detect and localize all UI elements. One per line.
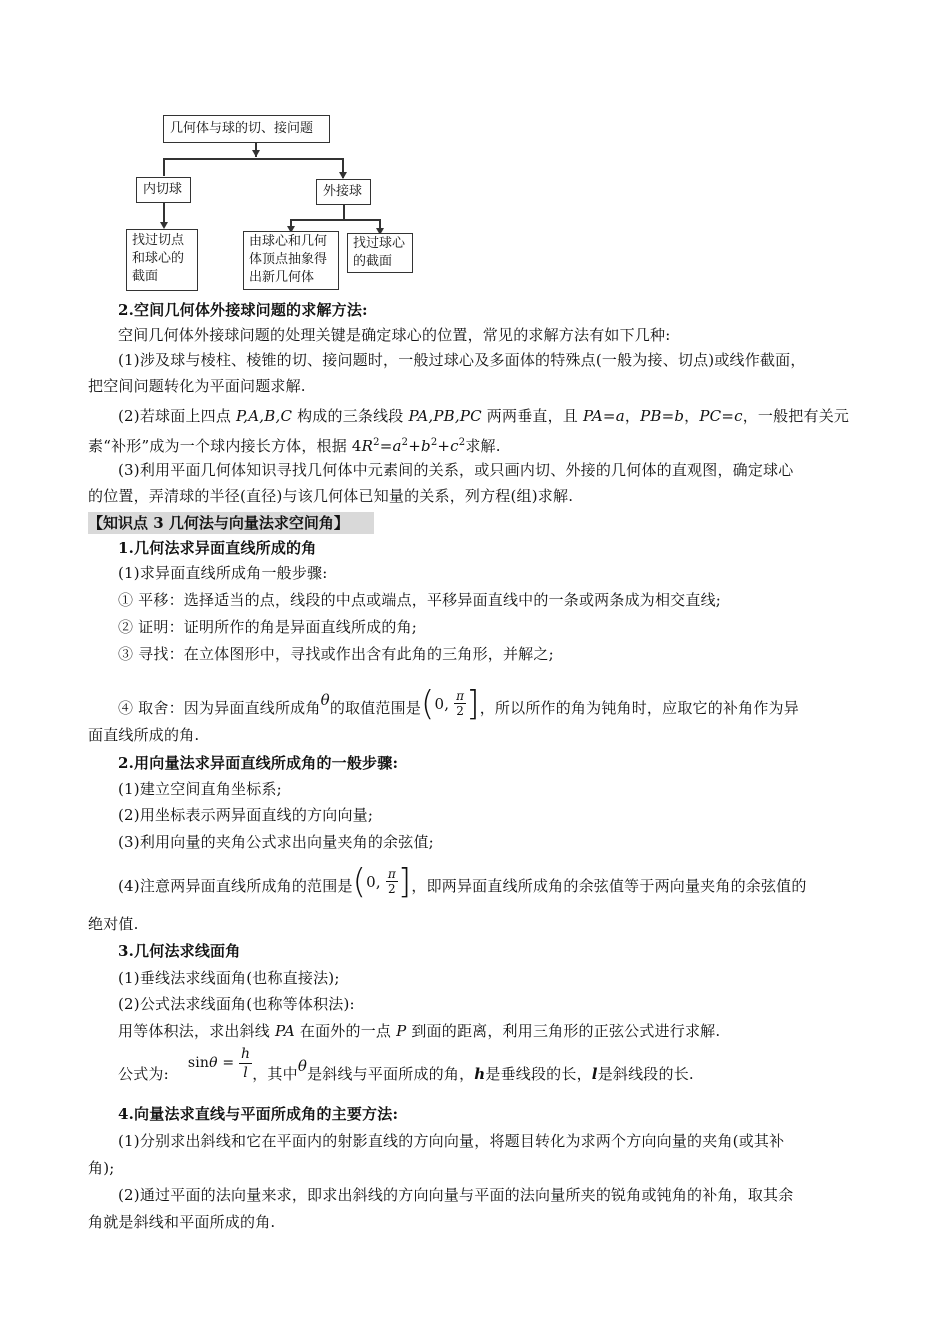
paragraph: (1)求异面直线所成角一般步骤:	[118, 564, 328, 582]
math-h: h	[474, 1065, 486, 1083]
fraction-den: 2	[456, 704, 465, 718]
paragraph: ③ 寻找：在立体图形中，寻找或作出含有此角的三角形，并解之;	[118, 645, 554, 663]
text: ④ 取舍：因为异面直线所成角	[118, 699, 321, 717]
paragraph: (2)用坐标表示两异面直线的方向向量;	[118, 806, 374, 824]
comma: ，	[624, 407, 641, 425]
interval-open-paren: (	[421, 683, 435, 724]
diagram-outer-sphere-box	[316, 179, 371, 205]
paragraph	[118, 1045, 864, 1097]
diagram-text-line: 的截面	[353, 254, 393, 269]
exponent: 2	[458, 437, 466, 448]
diagram-text-line: 体顶点抽象得	[249, 252, 328, 267]
math-points: P,A,B,C	[236, 407, 293, 425]
text: 公式为:	[118, 1065, 169, 1083]
fraction-pi-over-2	[454, 689, 466, 718]
paragraph: (1)分别求出斜线和它在平面内的射影直线的方向向量，将题目转化为求两个方向向量的夹角(或其补	[118, 1132, 785, 1150]
math-plus: +	[437, 437, 451, 455]
paragraph: (2)通过平面的法向量来求，即求出斜线的方向向量与平面的法向量所夹的锐角或钝角的补角，取其余	[118, 1186, 794, 1204]
diagram-text-line: 由球心和几何	[249, 234, 328, 249]
interval-zero: 0,	[366, 872, 381, 891]
text: ，即两异面直线所成角的余弦值等于两向量夹角的余弦值的	[411, 877, 807, 895]
fraction-h-over-l	[239, 1045, 252, 1082]
fraction-num: h	[241, 1045, 251, 1062]
diagram-outer-sphere-label: 外接球	[323, 184, 363, 199]
text: 构成的三条线段	[292, 407, 409, 425]
diagram-connector	[163, 158, 165, 176]
interval-zero: 0,	[434, 694, 450, 713]
text: ，一般把有关元	[742, 407, 850, 425]
text: 的取值范围是	[329, 699, 422, 717]
math-pa: PA=a	[582, 407, 625, 425]
paragraph: ② 证明：证明所作的角是异面直线所成的角;	[118, 618, 418, 636]
paragraph: ① 平移：选择适当的点，线段的中点或端点，平移异面直线中的一条或两条成为相交直线;	[118, 591, 722, 609]
paragraph: (2)公式法求线面角(也称等体积法):	[118, 995, 355, 1013]
math-a: a	[392, 437, 402, 455]
math-eq: =	[222, 1055, 235, 1071]
text: 到面的距离，利用三角形的正弦公式进行求解.	[406, 1022, 721, 1040]
math-pb: PB=b	[640, 407, 685, 425]
paragraph: 面直线所成的角.	[88, 726, 200, 744]
paragraph	[118, 403, 864, 430]
diagram-connector	[163, 158, 343, 160]
text: 是斜线段的长.	[597, 1065, 694, 1083]
math-b: b	[421, 437, 431, 455]
text: 是垂线段的长，	[485, 1065, 592, 1083]
knowledge-point-tag: 【知识点 3 几何法与向量法求空间角】	[88, 512, 374, 534]
diagram-arrow	[339, 172, 347, 179]
text: 是斜线与平面所成的角，	[307, 1065, 475, 1083]
fraction-num: π	[456, 689, 465, 703]
diagram-connector	[343, 205, 345, 219]
paragraph: (3)利用平面几何体知识寻找几何体中元素间的关系，或只画内切、外接的几何体的直观图，确定球心	[118, 461, 794, 479]
math-theta: θ	[209, 1055, 218, 1071]
math-segments: PA,PB,PC	[408, 407, 482, 425]
text: ，所以所作的角为钝角时，应取它的补角作为异	[479, 699, 799, 717]
interval-0-pi2	[353, 856, 412, 907]
paragraph: (1)垂线法求线面角(也称直接法);	[118, 969, 340, 987]
paragraph: 空间几何体外接球问题的处理关键是确定球心的位置，常见的求解方法有如下几种:	[118, 326, 671, 344]
diagram-text-line: 截面	[132, 269, 159, 284]
exponent: 2	[430, 437, 438, 448]
diagram-arrow	[160, 222, 168, 229]
section-heading: 2.空间几何体外接球问题的求解方法:	[118, 301, 368, 319]
fraction-num: π	[387, 867, 396, 881]
interval-close-bracket: ]	[397, 861, 412, 902]
text: ，其中	[252, 1065, 298, 1083]
paragraph: (3)利用向量的夹角公式求出向量夹角的余弦值;	[118, 833, 434, 851]
interval-close-bracket: ]	[466, 683, 480, 724]
diagram-root-box	[163, 115, 330, 143]
section-heading: 1.几何法求异面直线所成的角	[118, 539, 317, 557]
fraction-den: 2	[387, 882, 396, 896]
math-theta: θ	[320, 691, 330, 709]
text: 素“补形”成为一个球内接长方体，根据 4	[88, 437, 362, 455]
text: (2)若球面上四点	[118, 407, 237, 425]
exponent: 2	[401, 437, 409, 448]
paragraph: 角);	[88, 1159, 115, 1177]
math-eq: =	[379, 437, 393, 455]
text: 两两垂直，且	[481, 407, 583, 425]
diagram-root-label: 几何体与球的切、接问题	[170, 121, 314, 136]
interval-open-paren: (	[352, 861, 367, 902]
paragraph: 把空间问题转化为平面问题求解.	[88, 377, 306, 395]
section-heading: 2.用向量法求异面直线所成角的一般步骤:	[118, 754, 399, 772]
math-r: R	[361, 437, 374, 455]
diagram-inner-method-box	[126, 229, 198, 291]
diagram-text-line: 找过切点	[132, 233, 185, 248]
fraction-pi-over-2	[386, 867, 398, 896]
diagram-outer-method-2-box	[347, 233, 413, 273]
math-pc: PC=c	[699, 407, 743, 425]
paragraph: 角就是斜线和平面所成的角.	[88, 1213, 276, 1231]
math-l: l	[591, 1065, 598, 1083]
paragraph	[88, 429, 864, 460]
paragraph: 的位置，弄清球的半径(直径)与该几何体已知量的关系，列方程(组)求解.	[88, 487, 574, 505]
diagram-inner-sphere-box	[136, 177, 191, 203]
section-heading: 4.向量法求直线与平面所成角的主要方法:	[118, 1105, 399, 1123]
comma: ，	[684, 407, 700, 425]
sin-text: sin	[187, 1055, 210, 1071]
paragraph: (1)涉及球与棱柱、棱锥的切、接问题时，一般过球心及多面体的特殊点(一般为接、切点)或线作截面，	[118, 351, 806, 369]
diagram-inner-sphere-label: 内切球	[143, 182, 183, 197]
paragraph: 绝对值.	[88, 915, 139, 933]
interval-0-pi2	[421, 678, 480, 729]
diagram-arrow	[252, 150, 260, 157]
text: 在面外的一点	[294, 1022, 397, 1040]
diagram-text-line: 出新几何体	[249, 270, 315, 285]
text: (4)注意两异面直线所成角的范围是	[118, 877, 353, 895]
section-heading: 3.几何法求线面角	[118, 942, 241, 960]
formula-sin	[188, 1040, 252, 1086]
math-theta: θ	[297, 1057, 308, 1075]
text: 求解.	[465, 437, 501, 455]
fraction-den: l	[243, 1064, 248, 1081]
diagram-text-line: 和球心的	[132, 251, 185, 266]
math-c: c	[450, 437, 459, 455]
diagram-text-line: 找过球心	[353, 236, 406, 251]
exponent: 2	[373, 437, 380, 448]
diagram-outer-method-1-box	[243, 231, 339, 290]
math-p: P	[396, 1022, 407, 1040]
paragraph	[118, 861, 864, 911]
math-plus: +	[408, 437, 421, 455]
text: 用等体积法，求出斜线	[118, 1022, 275, 1040]
paragraph: (1)建立空间直角坐标系;	[118, 780, 282, 798]
math-pa: PA	[274, 1022, 295, 1040]
diagram-connector	[290, 219, 380, 221]
